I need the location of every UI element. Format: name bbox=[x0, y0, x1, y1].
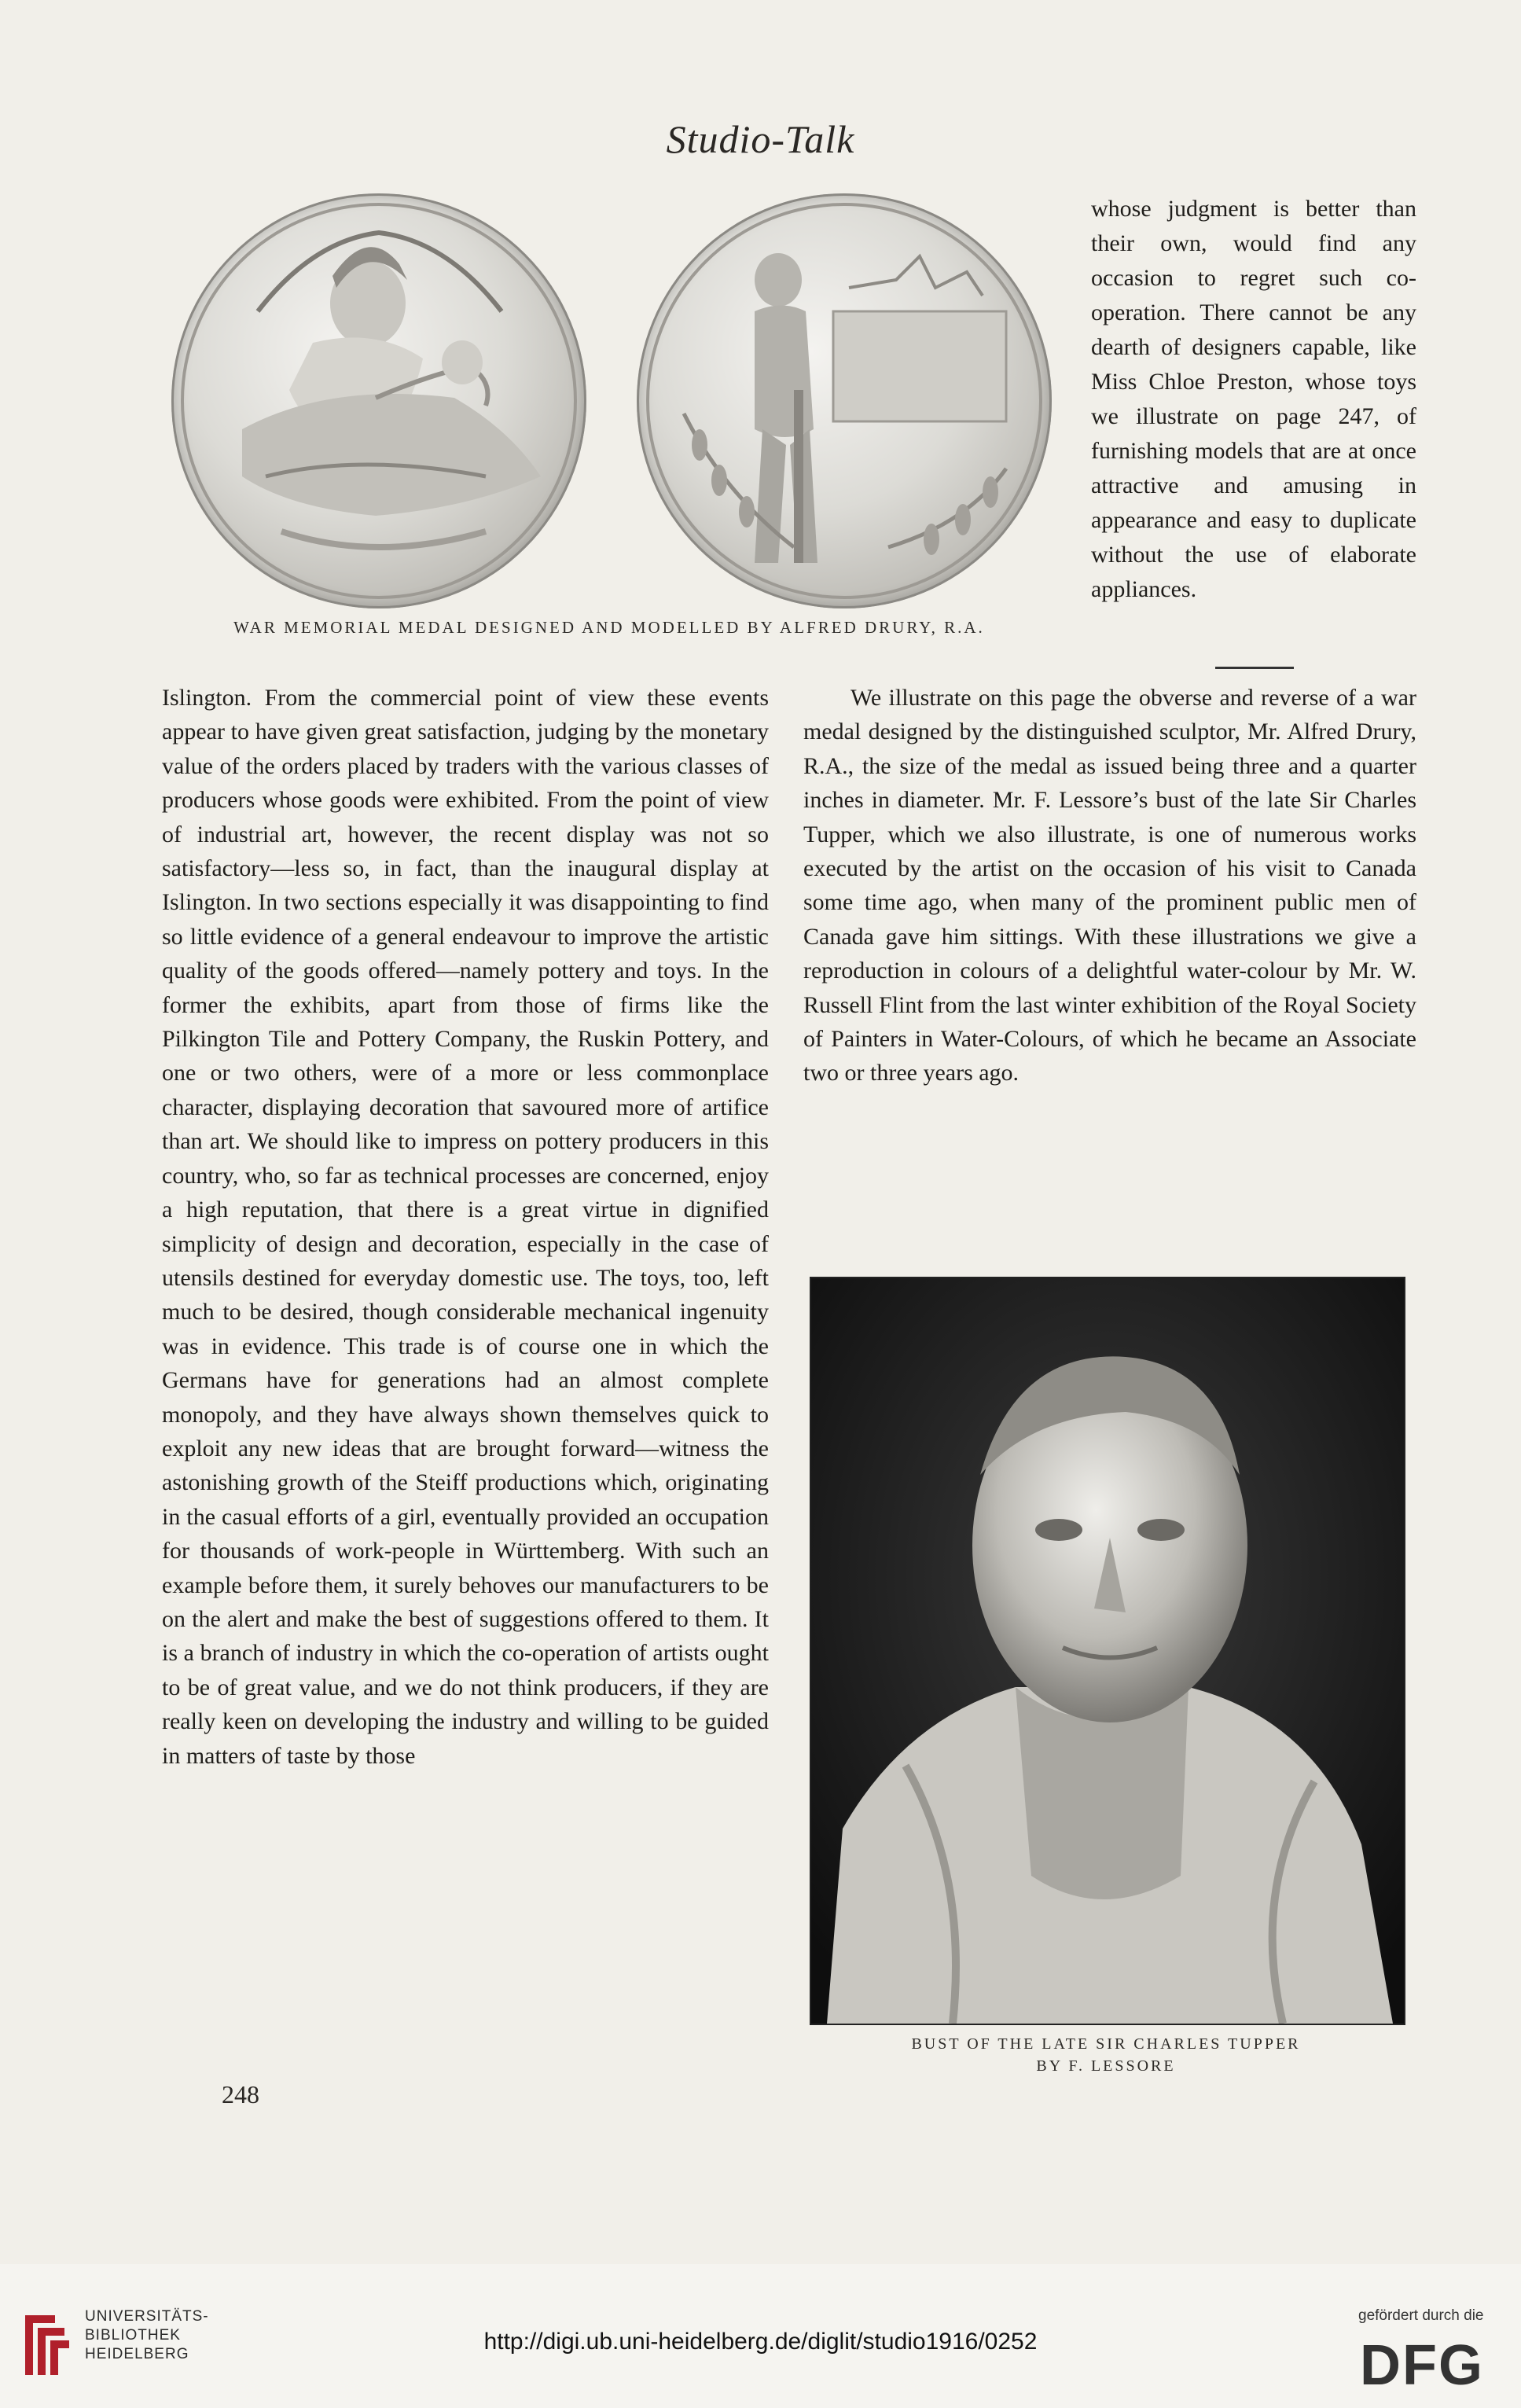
left-column-text bbox=[162, 681, 769, 1773]
running-head: Studio-Talk bbox=[666, 117, 855, 161]
permalink-url[interactable]: http://digi.ub.uni-heidelberg.de/diglit/studio1916/0252 bbox=[483, 2329, 1038, 2355]
page-number: 248 bbox=[222, 2080, 259, 2108]
library-name-line-2: BIBLIOTHEK bbox=[85, 2327, 181, 2344]
medal-reverse-image bbox=[637, 193, 1052, 608]
right-column-paragraph: We illustrate on this page the obverse and reverse of a war medal designed by the distinguished sculptor, Mr. Alfred Drury, R.A., the size of the medal as issued being three and a quarter inches in diameter. Mr. F. Lessore’s bust of the late Sir Charles Tupper, which we also illustrate, is one of numerous works executed by the artist on the occasion of his visit to Canada some time ago, when many of the prominent public men of Canada gave him sittings. With these illustrations we give a reproduction in colours of a delightful water-colour by Mr. W. Russell Flint from the last winter exhibition of the Royal Society of Painters in Water-Colours, of which he became an Associate two or three years ago. bbox=[803, 685, 1416, 1086]
bust-caption-line-1: BUST OF THE LATE SIR CHARLES TUPPER bbox=[911, 2035, 1301, 2053]
section-divider-rule bbox=[1215, 667, 1294, 669]
top-right-paragraph: whose judgment is better than their own, would find any occasion to regret such co-operation. There cannot be any dearth of designers capable, like Miss Chloe Preston, whose toys we illustrate on page 247, of furnishing models that are at once attractive and amusing in appearance and easy to duplicate without the use of elaborate appliances. bbox=[1091, 196, 1416, 602]
bust-caption-line-2: BY F. LESSORE bbox=[1036, 2057, 1176, 2075]
right-column-text bbox=[803, 681, 1416, 1090]
left-column-paragraph: Islington. From the commercial point of view these events appear to have given great satisfaction, judging by the monetary value of the orders placed by traders with the various classes of producers whose goods were exhibited. From the point of view of industrial art, however, the recent display was not so satisfactory—less so, in fact, than the inaugural display at Islington. In two sections especially it was disappointing to find so little evidence of a general endeavour to improve the artistic quality of the goods offered—namely pottery and toys. In the former the exhibits, apart from those of firms like the Pilkington Tile and Pottery Company, the Ruskin Pottery, and one or two others, were of a more or less commonplace character, displaying decoration that savoured more of artifice than art. We should like to impress on pottery producers in this country, who, so far as technical processes are concerned, enjoy a high reputation, that there is a great virtue in dignified simplicity of design and decoration, especially in the case of utensils destined for everyday domestic use. The toys, too, left much to be desired, though considerable mechanical ingenuity was in evidence. This trade is of course one in which the Germans have for generations had an almost complete monopoly, and they have always shown themselves quick to exploit any new ideas that are brought forward—witness the astonishing growth of the Steiff productions which, originating in the casual efforts of a girl, eventually provided an occupation for thousands of work-people in Württemberg. With such an example before them, it surely behoves our manufacturers to be on the alert and make the best of suggestions offered to them. It is a branch of industry in which the co-operation of artists ought to be of great value, and we do not think producers, if they are really keen on developing the industry and willing to be guided in matters of taste by those bbox=[162, 685, 769, 1769]
medal-obverse-image bbox=[171, 193, 586, 608]
top-right-text-block bbox=[1091, 192, 1416, 607]
dfg-logo: DFG bbox=[1360, 2334, 1484, 2397]
bust-photograph bbox=[810, 1277, 1405, 2025]
library-name-line-3: HEIDELBERG bbox=[85, 2346, 189, 2362]
funded-by-label: gefördert durch die bbox=[1358, 2307, 1484, 2324]
medal-figure-caption: WAR MEMORIAL MEDAL DESIGNED AND MODELLED BY ALFRED DRURY, R.A. bbox=[233, 618, 985, 637]
library-name-line-1: UNIVERSITÄTS- bbox=[85, 2308, 209, 2325]
bust-figure-caption bbox=[810, 2033, 1402, 2077]
